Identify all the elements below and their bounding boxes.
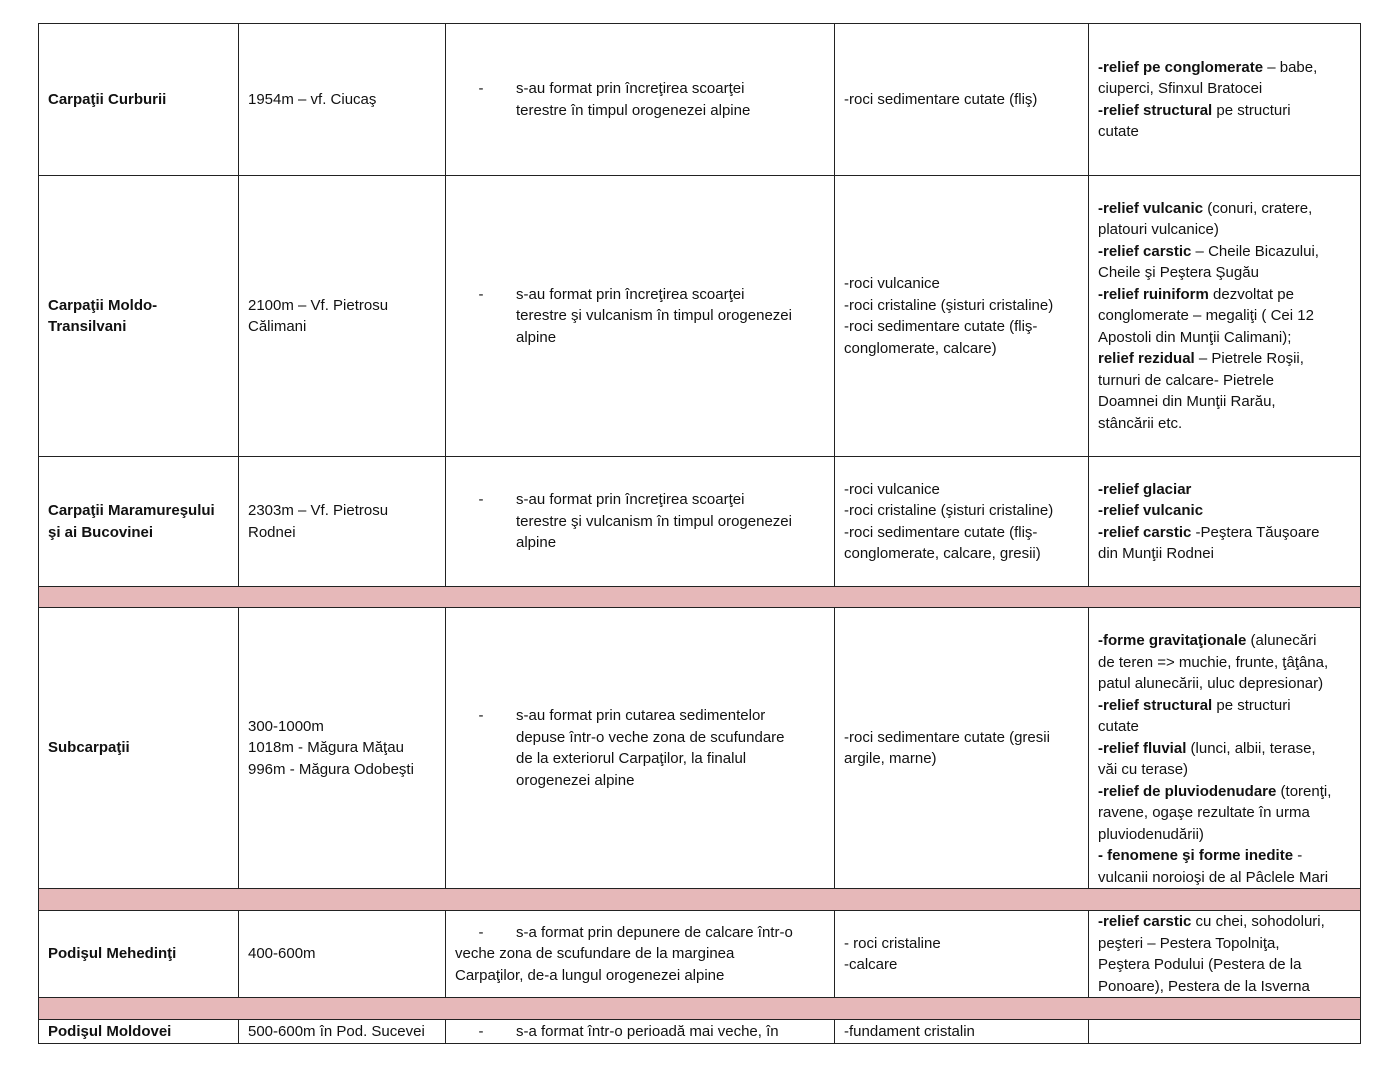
relief-line (1098, 78, 1351, 100)
relief-line (1098, 543, 1351, 565)
rocks-line: conglomerate, calcare, gresii) (844, 545, 1041, 562)
relief-text: – Pietrele Roşii, (1194, 350, 1304, 368)
relief-text: peşteri – Pestera Topolniţa, (1098, 934, 1280, 952)
bullet-dash: - (478, 285, 484, 303)
table-row (39, 176, 1361, 457)
formation-text (516, 705, 825, 791)
relief-line (1098, 241, 1351, 263)
relief-line (1098, 824, 1351, 846)
formation-cell (446, 608, 835, 889)
relief-line (1098, 716, 1351, 738)
table-row (39, 24, 1361, 176)
rocks-line: -calcare (844, 956, 898, 973)
region-name-cell (39, 176, 239, 457)
relief-text: văi cu terase) (1098, 761, 1189, 778)
relief-text: Apostoli din Munţii Calimani); (1098, 328, 1292, 346)
altitude-line: 1954m – vf. Ciucaş (248, 90, 377, 108)
altitude-cell (239, 457, 446, 587)
formation-line: s-au format prin încreţirea scoarţei (516, 285, 745, 303)
relief-cell (1089, 457, 1361, 587)
formation-line: s-au format prin încreţirea scoarţei (516, 80, 745, 97)
relief-line (1098, 630, 1351, 652)
relief-text: pe structuri (1212, 101, 1291, 119)
formation-line: Carpaţilor, de-a lungul orogenezei alpine (455, 966, 725, 984)
relief-line (1098, 500, 1351, 522)
relief-line (1098, 348, 1351, 370)
relief-text: Cheile şi Peştera Şugău (1098, 264, 1259, 282)
relief-text: Peştera Podului (Pestera de la (1098, 956, 1302, 973)
region-name-line: Carpaţii Maramureşului (48, 502, 215, 519)
altitude-line: 400-600m (248, 945, 316, 963)
bullet-dash: - (478, 491, 484, 509)
relief-cell (1089, 608, 1361, 889)
relief-keyword: -relief structural (1098, 101, 1213, 119)
relief-keyword: - fenomene şi forme inedite (1098, 847, 1294, 864)
relief-text: patul alunecării, uluc depresionar) (1098, 675, 1324, 692)
relief-line (1098, 370, 1351, 392)
formation-line: terestre şi vulcanism în timpul orogenezei (516, 307, 792, 325)
relief-line (1098, 954, 1351, 976)
relief-line (1098, 305, 1351, 327)
table-row (39, 1020, 1361, 1044)
bullet-dash: - (478, 707, 484, 724)
region-name-line: şi ai Bucovinei (48, 523, 154, 541)
altitude-line: 2100m – Vf. Pietrosu (248, 296, 389, 314)
rocks-line: -roci sedimentare cutate (gresii (844, 728, 1050, 746)
formation-line: depuse într-o veche zona de scufundare (516, 728, 785, 746)
formation-text (516, 489, 825, 554)
separator-row (39, 889, 1361, 911)
relief-line (1098, 738, 1351, 760)
region-name-cell (39, 457, 239, 587)
relief-keyword: relief rezidual (1098, 350, 1195, 368)
region-name-line: Podişul Mehedinţi (48, 945, 177, 963)
relief-line (1098, 781, 1351, 803)
separator-row (39, 998, 1361, 1020)
rocks-line: -roci cristaline (şisturi cristaline) (844, 296, 1054, 314)
region-name-cell (39, 24, 239, 176)
formation-cell (446, 176, 835, 457)
bullet-dash: - (478, 1022, 484, 1040)
rocks-cell (835, 608, 1089, 889)
formation-text (516, 284, 825, 349)
relief-keyword: -relief carstic (1098, 913, 1192, 930)
formation-line: terestre în timpul orogenezei alpine (516, 101, 751, 119)
relief-text: -Peştera Tăuşoare (1191, 523, 1320, 541)
formation-cell (446, 24, 835, 176)
relief-keyword: -forme gravitaţionale (1098, 632, 1247, 649)
formation-cell (446, 911, 835, 998)
relief-line (1098, 867, 1351, 889)
formation-cell (446, 457, 835, 587)
formation-text: s-a format prin depunere de calcare într-o (516, 923, 793, 941)
table-row (39, 608, 1361, 889)
relief-text: cutate (1098, 123, 1139, 140)
relief-text: pe structuri (1212, 696, 1291, 714)
relief-line (1098, 327, 1351, 349)
relief-text: ravene, ogaşe rezultate în urma (1098, 804, 1310, 821)
altitude-line: 2303m – Vf. Pietrosu (248, 502, 389, 519)
relief-line (1098, 802, 1351, 824)
relief-keyword: -relief ruiniform (1098, 285, 1209, 303)
altitude-cell (239, 176, 446, 457)
relief-line (1098, 759, 1351, 781)
formation-line: s-au format prin încreţirea scoarţei (516, 491, 745, 509)
relief-line (1098, 479, 1351, 501)
separator-row (39, 587, 1361, 608)
relief-text: (lunci, albii, terase, (1186, 739, 1316, 757)
separator-cell (39, 998, 1361, 1020)
rocks-cell (835, 176, 1089, 457)
relief-keyword: -relief structural (1098, 696, 1213, 714)
relief-line (1098, 57, 1351, 79)
region-name-line: Carpaţii Curburii (48, 90, 167, 108)
formation-line: de la exteriorul Carpaţilor, la finalul (516, 750, 747, 767)
separator-cell (39, 889, 1361, 911)
altitude-line: 300-1000m (248, 717, 324, 735)
relief-text: (torenţi, (1276, 782, 1332, 800)
relief-keyword: -relief fluvial (1098, 739, 1187, 757)
rocks-line: -roci vulcanice (844, 275, 940, 292)
relief-text: pluviodenudării) (1098, 825, 1204, 843)
relief-text: ciuperci, Sfinxul Bratocei (1098, 80, 1263, 97)
relief-cell (1089, 176, 1361, 457)
relief-cell (1089, 911, 1361, 998)
rocks-line: -roci sedimentare cutate (fliş- (844, 318, 1038, 335)
formation-first-line (455, 922, 825, 944)
altitude-line: 500-600m în Pod. Sucevei (248, 1022, 425, 1040)
relief-keyword: -relief vulcanic (1098, 199, 1204, 217)
table-row (39, 911, 1361, 998)
relief-cell (1089, 24, 1361, 176)
rocks-line: -fundament cristalin (844, 1022, 975, 1040)
altitude-line: Călimani (248, 318, 307, 335)
rocks-line: - roci cristaline (844, 934, 941, 952)
bullet-dash: - (478, 80, 484, 97)
relief-keyword: -relief glaciar (1098, 480, 1192, 498)
relief-line (1098, 652, 1351, 674)
region-name-cell (39, 1020, 239, 1044)
relief-text: dezvoltat pe (1208, 285, 1294, 303)
relief-text: de teren => muchie, frunte, ţâţâna, (1098, 653, 1329, 671)
formation-line: alpine (516, 534, 557, 552)
formation-first-line (455, 1021, 825, 1043)
relief-text: platouri vulcanice) (1098, 221, 1219, 239)
relief-text: – Cheile Bicazului, (1191, 242, 1319, 260)
formation-line: s-au format prin cutarea sedimentelor (516, 707, 766, 724)
region-name-cell (39, 608, 239, 889)
altitude-line: 1018m - Măgura Măţau (248, 739, 404, 757)
relief-line (1098, 933, 1351, 955)
altitude-line: 996m - Măgura Odobeşti (248, 760, 414, 778)
rocks-cell (835, 1020, 1089, 1044)
relief-text: conglomerate – megaliţi ( Cei 12 (1098, 307, 1314, 325)
relief-text: (conuri, cratere, (1203, 199, 1313, 217)
region-name-line: Carpaţii Moldo- (48, 296, 158, 314)
rocks-cell (835, 911, 1089, 998)
relief-text: din Munţii Rodnei (1098, 545, 1214, 562)
rocks-line: conglomerate, calcare) (844, 339, 997, 357)
rocks-line: -roci cristaline (şisturi cristaline) (844, 502, 1054, 519)
relief-line (1098, 284, 1351, 306)
formation-line: alpine (516, 328, 557, 346)
relief-text: Doamnei din Munţii Rarău, (1098, 393, 1276, 411)
formation-text: s-a format într-o perioadă mai veche, în (516, 1022, 779, 1040)
relief-line (1098, 219, 1351, 241)
relief-text: turnuri de calcare- Pietrele (1098, 371, 1274, 389)
relief-line (1098, 391, 1351, 413)
altitude-cell (239, 911, 446, 998)
altitude-cell (239, 1020, 446, 1044)
relief-line (1098, 198, 1351, 220)
relief-text: cu chei, sohodoluri, (1191, 913, 1325, 930)
separator-cell (39, 587, 1361, 608)
region-name-cell (39, 911, 239, 998)
relief-line (1098, 262, 1351, 284)
landforms-table (38, 23, 1361, 1044)
table-body (39, 24, 1361, 1044)
formation-line: terestre şi vulcanism în timpul orogenezei (516, 512, 792, 530)
relief-text: - (1293, 847, 1303, 864)
rocks-line: -roci sedimentare cutate (fliş- (844, 523, 1038, 541)
altitude-cell (239, 608, 446, 889)
relief-line (1098, 845, 1351, 867)
relief-text: stâncării etc. (1098, 414, 1183, 432)
rocks-cell (835, 457, 1089, 587)
relief-line (1098, 121, 1351, 143)
relief-text: vulcanii noroioşi de al Pâclele Mari (1098, 868, 1329, 886)
formation-line: orogenezei alpine (516, 771, 635, 789)
relief-text: Ponoare), Pestera de la Isverna (1098, 977, 1310, 995)
relief-keyword: -relief vulcanic (1098, 502, 1204, 519)
formation-line: veche zona de scufundare de la marginea (455, 945, 735, 963)
altitude-line: Rodnei (248, 523, 296, 541)
altitude-cell (239, 24, 446, 176)
rocks-line: -roci sedimentare cutate (fliş) (844, 90, 1038, 108)
bullet-dash: - (478, 923, 484, 941)
relief-text: – babe, (1263, 58, 1318, 76)
rocks-cell (835, 24, 1089, 176)
relief-text: (alunecări (1246, 632, 1317, 649)
region-name-line: Transilvani (48, 318, 127, 335)
relief-line (1098, 522, 1351, 544)
relief-cell (1089, 1020, 1361, 1044)
formation-text (516, 78, 825, 121)
region-name-line: Subcarpaţii (48, 739, 130, 757)
relief-line (1098, 100, 1351, 122)
rocks-line: -roci vulcanice (844, 480, 940, 498)
rocks-line: argile, marne) (844, 750, 937, 767)
relief-keyword: -relief pe conglomerate (1098, 58, 1264, 76)
relief-keyword: -relief de pluviodenudare (1098, 782, 1277, 800)
relief-line (1098, 976, 1351, 998)
relief-line (1098, 413, 1351, 435)
relief-text: cutate (1098, 718, 1139, 735)
relief-keyword: -relief carstic (1098, 242, 1192, 260)
relief-line (1098, 911, 1351, 933)
relief-keyword: -relief carstic (1098, 523, 1192, 541)
table-row (39, 457, 1361, 587)
formation-cell (446, 1020, 835, 1044)
region-name-line: Podişul Moldovei (48, 1022, 172, 1040)
relief-line (1098, 673, 1351, 695)
relief-line (1098, 695, 1351, 717)
